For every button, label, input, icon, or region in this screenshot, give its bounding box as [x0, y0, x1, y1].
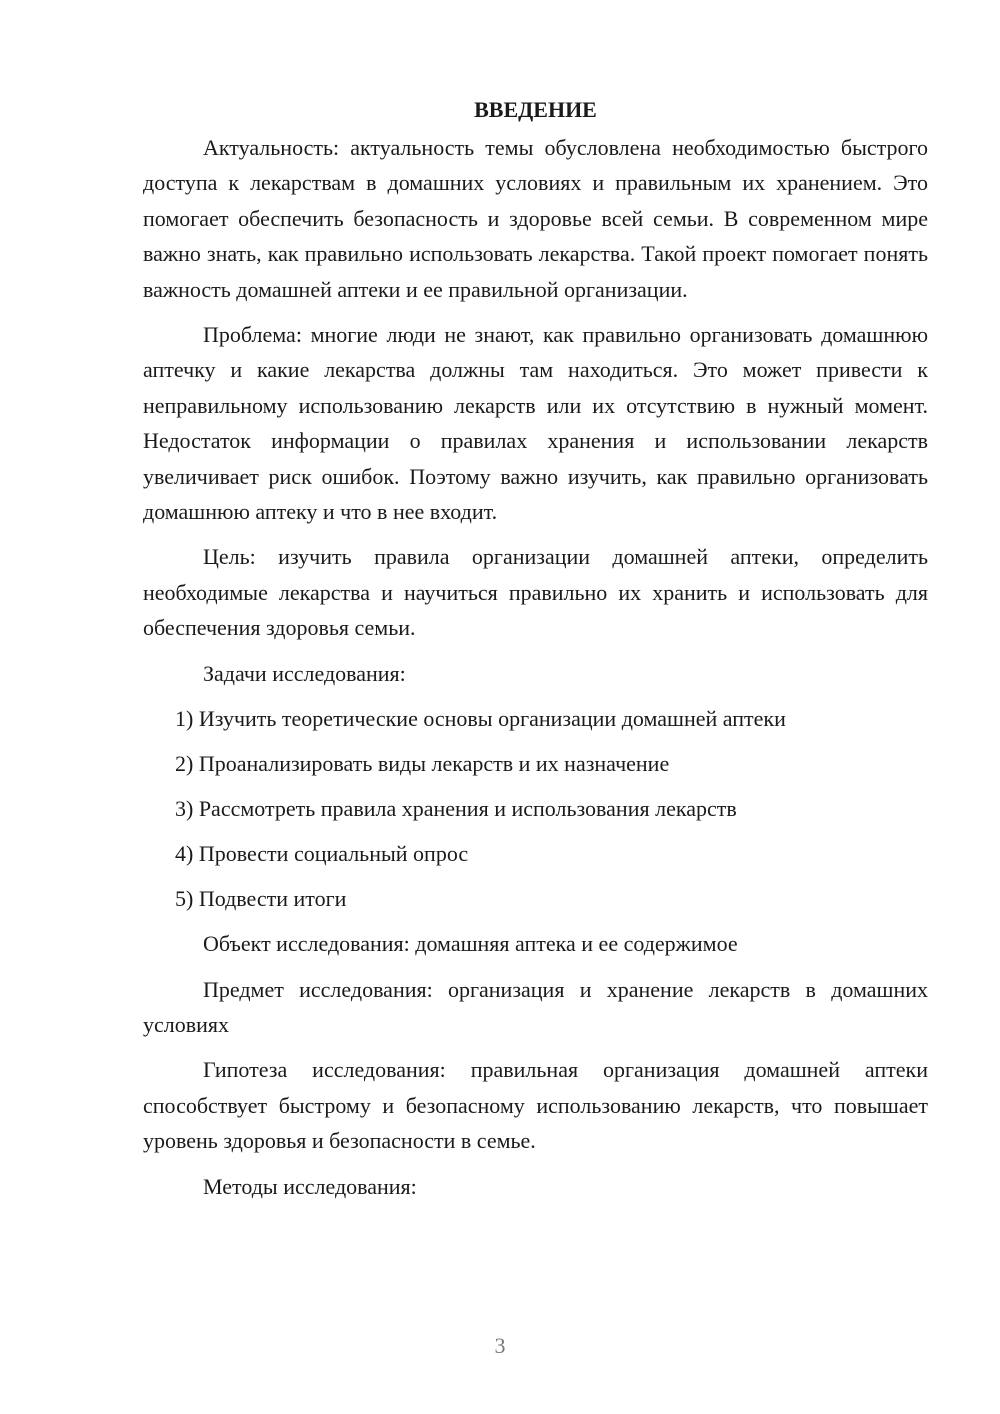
paragraph-tasks-heading: Задачи исследования:: [203, 660, 406, 686]
page-number: 3: [494, 1333, 506, 1358]
task-item-3: 3) Рассмотреть правила хранения и использования лекарств: [175, 796, 737, 822]
document-page: [143, 92, 928, 1204]
paragraph-goal: Цель: изучить правила организации домашней аптеки, определить необходимые лекарства и научиться правильно их хранить и использовать для обеспечения здоровья семьи.: [143, 544, 928, 641]
paragraph-subject: Предмет исследования: организация и хранение лекарств в домашних условиях: [143, 976, 928, 1037]
page-title: ВВЕДЕНИЕ: [474, 97, 597, 122]
paragraph-hypothesis: Гипотеза исследования: правильная организация домашней аптеки способствует быстрому и безопасному использованию лекарств, что повышает уровень здоровья и безопасности в семье.: [143, 1057, 928, 1154]
paragraph-problem: Проблема: многие люди не знают, как правильно организовать домашнюю аптечку и какие лекарства должны там находиться. Это может привести к неправильному использованию лекарств или их отсутствию в нужный момент. Недостаток информации о правилах хранения и использовании лекарств увеличивает риск ошибок. Поэтому важно изучить, как правильно организовать домашнюю аптеку и что в нее входит.: [143, 322, 928, 525]
paragraph-object: Объект исследования: домашняя аптека и ее содержимое: [203, 931, 738, 957]
task-item-1: 1) Изучить теоретические основы организации домашней аптеки: [175, 706, 786, 732]
task-item-2: 2) Проанализировать виды лекарств и их назначение: [175, 751, 670, 777]
paragraph-relevance: Актуальность: актуальность темы обусловлена необходимостью быстрого доступа к лекарствам в домашних условиях и правильным их хранением. Это помогает обеспечить безопасность и здоровье всей семьи. В современном мире важно знать, как правильно использовать лекарства. Такой проект помогает понять важность домашней аптеки и ее правильной организации.: [143, 135, 928, 302]
task-item-4: 4) Провести социальный опрос: [175, 841, 469, 867]
paragraph-methods: Методы исследования:: [203, 1173, 417, 1199]
task-item-5: 5) Подвести итоги: [175, 886, 347, 912]
